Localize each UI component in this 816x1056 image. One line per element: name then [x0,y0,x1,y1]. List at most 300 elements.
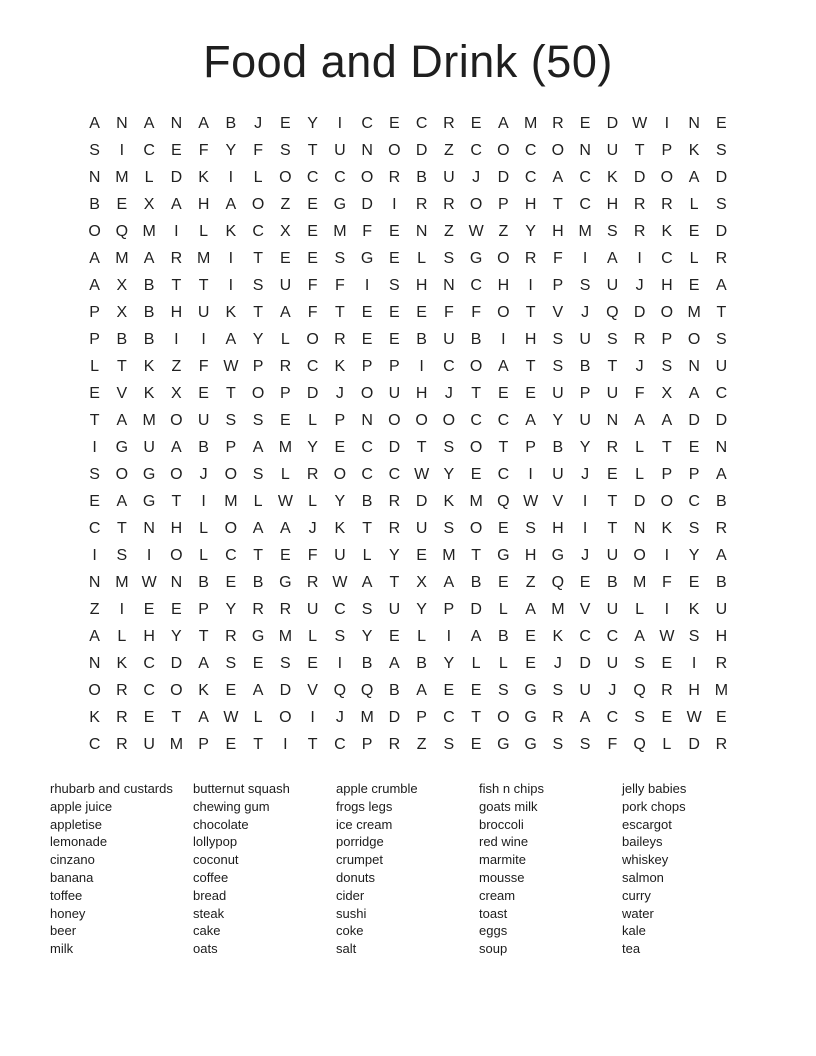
grid-letter: S [334,627,346,645]
grid-letter: Y [252,330,264,348]
grid-letter: S [552,330,564,348]
grid-letter: T [253,546,264,564]
grid-letter: T [116,519,127,537]
grid-letter: K [198,681,209,699]
grid-letter: E [389,222,400,240]
grid-letter: A [498,114,509,132]
grid-letter: F [307,303,318,321]
word-list-item: honey [50,905,86,921]
grid-letter: A [116,411,128,429]
grid-letter: P [661,465,673,483]
grid-letter: L [280,330,290,348]
grid-letter: U [443,330,455,348]
grid-letter: C [225,546,237,564]
grid-letter: D [470,600,482,618]
grid-letter: A [280,303,291,321]
grid-letter: F [198,357,209,375]
word-list-item: cinzano [50,852,95,868]
grid-letter: G [524,681,537,699]
grid-letter: D [388,438,401,456]
grid-letter: J [635,276,644,294]
grid-letter: U [334,546,346,564]
grid-letter: L [253,168,263,186]
grid-letter: B [552,438,564,456]
grid-letter: E [252,654,264,672]
grid-letter: O [170,681,183,699]
grid-letter: A [198,654,209,672]
grid-letter: E [716,114,727,132]
word-list-item: cream [479,887,516,903]
grid-letter: A [688,384,700,402]
grid-letter: E [280,411,291,429]
grid-letter: K [661,519,673,537]
grid-letter: G [251,627,265,645]
grid-letter: Q [360,681,374,699]
grid-letter: G [497,735,510,753]
grid-letter: C [470,276,482,294]
grid-letter: R [116,735,128,753]
grid-letter: R [633,330,646,348]
word-list-item: coke [336,923,364,939]
grid-letter: Y [171,627,182,645]
grid-letter: A [252,438,264,456]
grid-letter: I [664,546,670,564]
page-title: Food and Drink (50) [203,36,613,87]
grid-letter: R [443,195,455,213]
grid-letter: W [141,573,157,591]
grid-letter: I [310,708,315,726]
grid-letter: Y [552,411,564,429]
grid-letter: I [337,114,343,132]
grid-letter: B [470,330,482,348]
grid-letter: C [361,465,373,483]
grid-letter: W [277,492,293,510]
grid-letter: S [661,357,673,375]
word-list-column [622,780,765,958]
grid-letter: E [443,681,455,699]
grid-letter: K [607,168,618,186]
grid-letter: B [498,627,509,645]
grid-letter: T [634,141,645,159]
grid-letter: I [201,330,206,348]
grid-letter: D [633,168,646,186]
grid-letter: C [606,708,619,726]
grid-letter: H [524,330,537,348]
grid-letter: S [607,330,618,348]
grid-letter: A [143,249,155,267]
grid-letter: S [225,654,237,672]
grid-letter: M [632,573,647,591]
grid-letter: C [497,465,510,483]
grid-letter: E [389,627,400,645]
grid-letter: S [552,681,564,699]
grid-letter: U [579,330,591,348]
word-list-item: lollypop [193,834,238,850]
grid-letter: E [416,546,427,564]
grid-letter: E [389,330,400,348]
grid-letter: U [552,465,564,483]
grid-letter: O [360,384,374,402]
grid-letter: R [388,492,401,510]
word-list-item: butternut squash [193,781,290,796]
word-list-item: beer [50,923,77,939]
grid-letter: U [143,438,155,456]
grid-letter: L [308,492,318,510]
grid-letter: J [308,519,317,537]
grid-letter: I [419,357,424,375]
grid-letter: O [251,384,265,402]
grid-letter: W [632,114,648,132]
grid-letter: L [417,249,427,267]
grid-letter: E [389,303,400,321]
grid-letter: T [525,303,536,321]
grid-letter: U [715,357,728,375]
grid-letter: F [253,141,264,159]
word-list-item: toffee [50,887,83,903]
grid-letter: T [389,573,400,591]
grid-letter: S [361,600,373,618]
grid-letter: I [501,330,506,348]
grid-letter: I [691,654,697,672]
grid-letter: R [633,222,646,240]
grid-letter: G [360,249,374,267]
word-list-item: marmite [479,852,526,868]
grid-letter: R [552,114,564,132]
grid-letter: F [661,573,672,591]
grid-letter: A [198,114,209,132]
grid-letter: Q [497,492,510,510]
grid-letter: L [498,600,508,618]
word-list-item: cider [336,887,365,903]
grid-letter: H [170,519,183,537]
grid-letter: B [579,357,591,375]
word-list-item: chocolate [193,816,249,832]
grid-letter: C [443,357,455,375]
grid-letter: Y [334,492,346,510]
grid-letter: E [280,249,291,267]
grid-letter: C [306,357,319,375]
word-list-item: salmon [622,869,664,885]
grid-letter: W [523,492,539,510]
grid-letter: I [582,519,588,537]
grid-letter: G [497,546,510,564]
grid-letter: Z [280,195,291,213]
grid-letter: C [470,141,482,159]
grid-letter: T [198,276,209,294]
grid-letter: O [633,546,646,564]
grid-letter: E [307,222,318,240]
grid-letter: Q [633,735,646,753]
grid-letter: O [497,303,510,321]
grid-letter: L [144,168,154,186]
grid-letter: D [306,384,319,402]
grid-letter: I [283,735,288,753]
word-list-item: toast [479,905,508,921]
grid-letter: T [89,411,100,429]
grid-letter: A [634,627,645,645]
grid-letter: D [715,222,728,240]
grid-letter: S [89,465,100,483]
grid-letter: N [116,114,128,132]
grid-letter: T [607,519,618,537]
grid-letter: E [389,249,400,267]
grid-letter: C [252,222,264,240]
grid-letter: D [688,411,700,429]
grid-letter: A [498,357,509,375]
grid-letter: D [415,141,428,159]
grid-letter: C [715,384,728,402]
grid-letter: M [115,573,129,591]
grid-letter: D [170,168,183,186]
grid-letter: O [170,411,183,429]
word-list-item: baileys [622,834,663,850]
grid-letter: B [416,168,427,186]
grid-letter: E [307,654,318,672]
grid-letter: L [308,627,318,645]
grid-letter: J [254,114,263,132]
word-list-column [193,780,336,958]
grid-letter: E [143,600,155,618]
grid-letter: I [637,249,642,267]
grid-letter: T [607,357,618,375]
grid-letter: E [307,195,318,213]
grid-letter: C [579,627,591,645]
grid-letter: J [608,681,617,699]
grid-letter: Z [525,573,536,591]
grid-letter: E [361,303,373,321]
grid-letter: Q [551,573,565,591]
grid-letter: E [225,681,237,699]
grid-letter: O [170,546,183,564]
grid-letter: O [88,222,101,240]
grid-letter: T [471,546,482,564]
grid-letter: E [607,465,618,483]
grid-letter: S [443,438,455,456]
grid-letter: A [116,492,128,510]
grid-letter: U [415,519,428,537]
grid-letter: O [115,465,129,483]
grid-letter: C [334,168,346,186]
grid-letter: K [334,357,346,375]
grid-letter: R [524,249,537,267]
grid-letter: T [253,249,264,267]
grid-letter: M [687,303,701,321]
grid-letter: A [89,627,100,645]
grid-letter: B [607,573,618,591]
grid-letter: E [470,735,482,753]
grid-letter: R [552,708,564,726]
grid-letter: U [715,600,728,618]
grid-letter: L [253,708,263,726]
grid-letter: B [143,276,155,294]
grid-letter: P [89,330,100,348]
grid-letter: T [334,303,345,321]
grid-letter: O [388,141,401,159]
grid-letter: Y [225,600,237,618]
grid-letter: T [307,735,318,753]
grid-letter: B [716,492,727,510]
grid-letter: N [88,168,101,186]
grid-letter: U [443,168,455,186]
grid-letter: C [143,654,155,672]
grid-letter: R [715,249,728,267]
grid-letter: L [471,654,481,672]
grid-letter: H [170,303,183,321]
grid-letter: E [688,438,700,456]
grid-letter: M [142,411,156,429]
grid-letter: J [581,465,590,483]
word-list-item: pork chops [622,798,686,814]
grid-letter: T [498,438,509,456]
grid-letter: L [662,735,672,753]
grid-letter: P [688,465,700,483]
grid-letter: I [528,276,533,294]
grid-letter: J [472,168,481,186]
grid-letter: J [444,384,453,402]
grid-letter: I [119,141,125,159]
grid-letter: E [470,681,482,699]
grid-letter: R [443,114,455,132]
grid-letter: Z [443,222,454,240]
grid-letter: L [635,600,645,618]
grid-letter: D [579,654,591,672]
grid-letter: Q [115,222,129,240]
grid-letter: U [197,411,210,429]
grid-letter: O [497,141,510,159]
grid-letter: O [415,411,428,429]
grid-letter: H [715,627,728,645]
grid-letter: B [143,303,155,321]
grid-letter: S [634,708,645,726]
grid-letter: L [689,195,699,213]
grid-letter: E [498,384,509,402]
grid-letter: I [582,249,588,267]
word-list-item: banana [50,869,94,885]
word-list-item: apple crumble [336,781,418,796]
grid-letter: A [634,411,645,429]
grid-letter: E [334,438,346,456]
grid-letter: R [606,438,619,456]
grid-letter: B [389,681,400,699]
grid-letter: O [333,465,347,483]
grid-letter: C [88,519,101,537]
grid-letter: O [469,438,483,456]
word-list-column [479,780,622,958]
grid-letter: E [525,654,536,672]
grid-letter: H [143,627,155,645]
grid-letter: E [89,384,100,402]
grid-letter: K [552,627,564,645]
grid-letter: M [714,681,729,699]
grid-letter: A [579,708,591,726]
grid-letter: O [551,141,565,159]
grid-letter: E [525,384,536,402]
grid-letter: F [307,276,318,294]
grid-letter: E [361,330,373,348]
grid-letter: T [253,735,264,753]
grid-letter: G [469,249,483,267]
grid-letter: V [552,303,564,321]
grid-letter: Q [633,681,646,699]
grid-letter: O [497,249,510,267]
grid-letter: S [443,519,455,537]
grid-letter: C [524,141,537,159]
grid-letter: A [716,465,727,483]
grid-letter: O [660,168,674,186]
grid-letter: R [661,681,673,699]
grid-letter: A [89,249,100,267]
grid-letter: E [470,465,482,483]
grid-letter: F [198,141,209,159]
grid-letter: P [334,411,346,429]
grid-letter: J [335,708,344,726]
grid-letter: A [361,573,373,591]
grid-letter: I [119,600,125,618]
grid-letter: H [688,681,700,699]
grid-letter: N [606,411,619,429]
grid-letter: I [174,222,179,240]
grid-letter: O [497,708,510,726]
grid-letter: E [688,222,700,240]
grid-letter: C [524,168,537,186]
grid-letter: J [199,465,208,483]
grid-letter: F [443,303,454,321]
grid-letter: C [470,411,482,429]
grid-letter: D [279,681,292,699]
grid-letter: K [225,222,237,240]
grid-letter: E [171,141,182,159]
grid-letter: E [688,573,700,591]
grid-letter: A [89,114,100,132]
word-list-column [50,780,193,958]
grid-letter: R [661,195,673,213]
grid-letter: X [661,384,673,402]
grid-letter: V [307,681,318,699]
grid-letter: G [142,465,156,483]
grid-letter: F [607,735,618,753]
grid-letter: E [171,600,182,618]
word-list-item: soup [479,941,508,957]
grid-letter: C [443,708,455,726]
grid-letter: E [389,114,400,132]
grid-letter: M [278,627,293,645]
grid-letter: H [415,384,428,402]
grid-letter: C [143,141,155,159]
grid-letter: C [361,438,373,456]
grid-letter: A [716,546,727,564]
grid-letter: P [89,303,100,321]
grid-letter: H [415,276,428,294]
grid-letter: P [198,735,209,753]
grid-letter: R [715,654,728,672]
word-list-item: jelly babies [622,781,687,796]
grid-letter: P [361,357,373,375]
grid-letter: N [361,411,373,429]
grid-letter: O [170,465,183,483]
grid-letter: T [253,303,264,321]
grid-letter: R [388,735,401,753]
grid-letter: P [280,384,291,402]
grid-letter: S [716,195,727,213]
grid-letter: U [388,600,401,618]
grid-letter: N [143,519,155,537]
grid-letter: K [443,492,455,510]
word-list-item: porridge [336,834,384,850]
grid-letter: O [224,465,238,483]
grid-letter: I [201,492,206,510]
word-list-item: ice cream [336,816,393,832]
grid-letter: W [223,357,239,375]
